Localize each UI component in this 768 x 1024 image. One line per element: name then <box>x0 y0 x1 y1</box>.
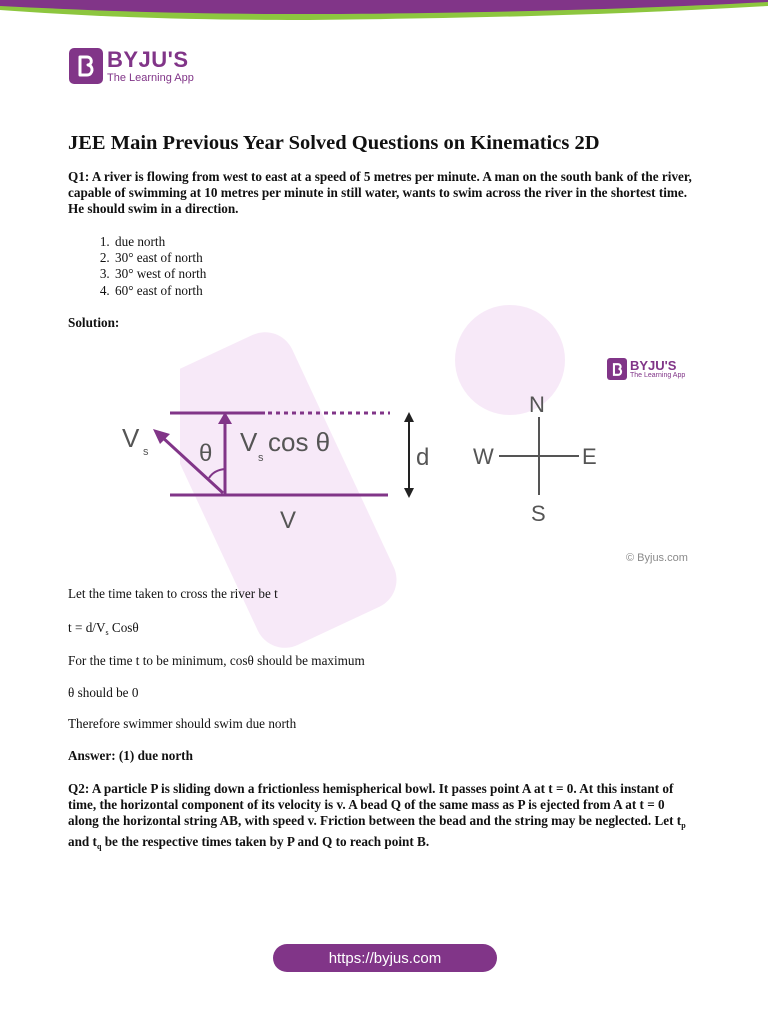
compass-north: N <box>529 392 545 417</box>
option-item: 4. 60° east of north <box>113 283 206 299</box>
v-label: V <box>280 507 297 534</box>
step-1: Let the time taken to cross the river be t <box>68 586 278 601</box>
step-4: θ should be 0 <box>68 685 139 700</box>
diagram-logo: BYJU'S The Learning App <box>607 358 685 380</box>
compass-west: W <box>473 444 494 469</box>
diagram-logo-b-icon <box>607 358 627 380</box>
solution-label: Solution: <box>68 315 120 330</box>
question-1-options <box>68 234 206 299</box>
theta-label: θ <box>199 440 213 467</box>
component-letter: V <box>240 427 258 457</box>
step-3: For the time t to be minimum, cosθ should be maximum <box>68 653 365 668</box>
footer-url-button[interactable]: https://byjus.com <box>273 944 497 972</box>
copyright-text: © Byjus.com <box>626 552 688 564</box>
logo-tagline: The Learning App <box>107 71 194 84</box>
header-band <box>0 0 768 30</box>
answer: Answer: (1) due north <box>68 748 193 763</box>
logo-b-icon <box>69 48 103 84</box>
step-2: $t = d/V_s$ Cosθ <box>68 620 139 637</box>
svg-text:V <box>122 423 140 453</box>
compass-south: S <box>531 501 546 526</box>
river-vector-diagram <box>110 350 710 575</box>
option-item: 1. due north <box>113 234 206 250</box>
byjus-logo <box>69 48 194 84</box>
question-2-text: A particle P is sliding down a frictionless hemispherical bowl. It passes point A at t = 0. At this instant of time, the horizontal component of its velocity is v. A bead Q of the same mass as P is ejected from A at t = 0 along the horizontal string AB, with speed v. Friction between the bead and the string may be neglected. <box>68 781 674 828</box>
question-2-label: Q2: <box>68 781 90 796</box>
vs-subscript: s <box>143 446 149 458</box>
logo-name: BYJU'S <box>107 46 189 72</box>
question-1-text: A river is flowing from west to east at a speed of 5 metres per minute. A man on the south bank of the river, capable of swimming at 10 metres per minute in still water, wants to swim across the river in the shortest time. He should swim in a direction. <box>68 169 692 216</box>
question-1 <box>68 169 698 217</box>
vs-label: V <box>122 423 140 453</box>
question-1-label: Q1: <box>68 169 90 184</box>
d-label: d <box>416 444 430 471</box>
component-subscript: s <box>258 452 264 464</box>
option-item: 3. 30° west of north <box>113 266 206 282</box>
component-label: cos θ <box>268 427 331 457</box>
step-5: Therefore swimmer should swim due north <box>68 716 297 731</box>
compass-east: E <box>582 444 597 469</box>
option-item: 2. 30° east of north <box>113 250 206 266</box>
page-title: JEE Main Previous Year Solved Questions on Kinematics 2D <box>68 132 600 154</box>
question-2: Q2: A particle P is sliding down a frictionless hemispherical bowl. It passes point A at t = 0. At this instant of time, the horizontal component of its velocity is v. A bead Q of the same mass as P is ejected from A at t = 0 along the horizontal string AB, with speed v. Friction between the bead and the string may be neglected. Let $t_p$ and $t_q$ be the respective times taken by P and Q to reach point B. <box>68 781 686 851</box>
